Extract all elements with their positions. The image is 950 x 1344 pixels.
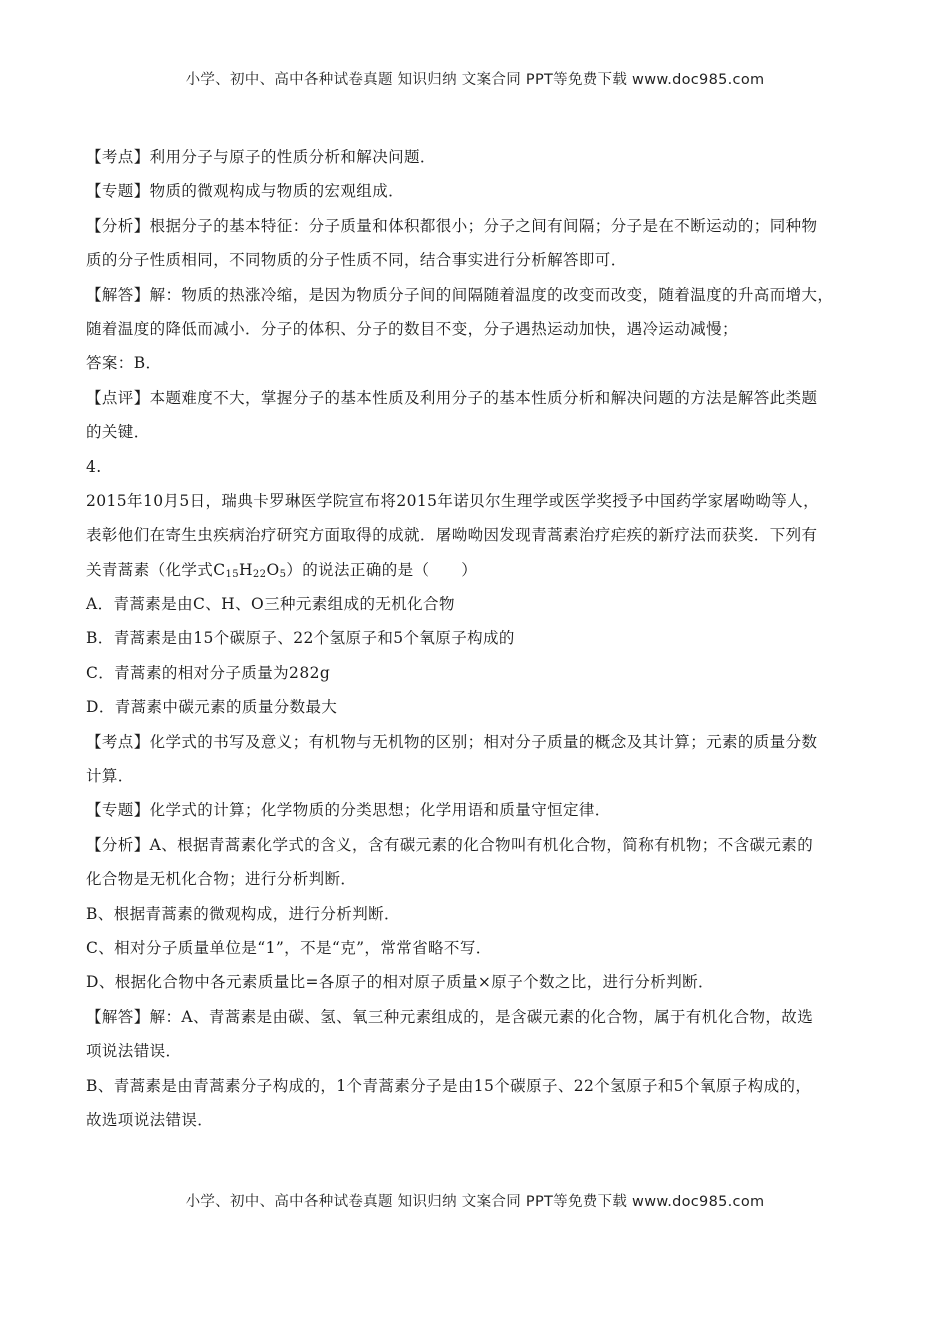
question-stem-line-2: 表彰他们在寄生虫疾病治疗研究方面取得的成就．屠呦呦因发现青蒿素治疗疟疾的新疗法而获奖．下列有: [86, 526, 818, 545]
prev-fenxi-line-1: 【分析】根据分子的基本特征：分子质量和体积都很小；分子之间有间隔；分子是在不断运动的；同种物: [86, 216, 818, 235]
fenxi-c: C、相对分子质量单位是“1”，不是“克”，常常省略不写．: [86, 938, 492, 957]
jieda-b-line-2: 故选项说法错误．: [86, 1110, 214, 1129]
fenxi-line-2: 化合物是无机化合物；进行分析判断．: [86, 870, 357, 889]
prev-fenxi-line-2: 质的分子性质相同，不同物质的分子性质不同，结合事实进行分析解答即可．: [86, 251, 627, 270]
stem-text-pre: 关青蒿素（化学式C: [86, 560, 226, 579]
kaodian-line-1: 【考点】化学式的书写及意义；有机物与无机物的区别；相对分子质量的概念及其计算；元素的质量分数: [86, 732, 818, 751]
prev-dianping-line-2: 的关键．: [86, 423, 150, 442]
question-number: 4.: [86, 457, 102, 476]
formula-sub-h: 22: [252, 568, 267, 580]
prev-jieda-line-2: 随着温度的降低而减小．分子的体积、分子的数目不变，分子遇热运动加快，遇冷运动减慢；: [86, 319, 738, 338]
fenxi-d: D、根据化合物中各元素质量比=各原子的相对原子质量×原子个数之比，进行分析判断．: [86, 973, 714, 992]
document-body: [86, 140, 866, 1137]
fenxi-line-1: 【分析】A、根据青蒿素化学式的含义，含有碳元素的化合物叫有机化合物，简称有机物；不含碳元素的: [86, 835, 814, 854]
question-stem-line-3: [86, 553, 866, 587]
page-footer: 小学、初中、高中各种试卷真题 知识归纳 文案合同 PPT等免费下载 www.doc985.com: [185, 1194, 765, 1210]
prev-zhuanti: 【专题】物质的微观构成与物质的宏观组成．: [86, 182, 405, 201]
formula-sub-o: 5: [279, 568, 287, 580]
jieda-line-1: 【解答】解：A、青蒿素是由碳、氢、氧三种元素组成的，是含碳元素的化合物，属于有机化合物，故选: [86, 1007, 814, 1026]
prev-kaodian: 【考点】利用分子与原子的性质分析和解决问题．: [86, 148, 436, 166]
question-stem-line-1: 2015年10月5日，瑞典卡罗琳医学院宣布将2015年诺贝尔生理学或医学奖授予中国药学家屠呦呦等人，: [86, 491, 819, 510]
fenxi-b: B、根据青蒿素的微观构成，进行分析判断．: [86, 904, 400, 923]
option-a: A．青蒿素是由C、H、O三种元素组成的无机化合物: [86, 595, 455, 614]
option-b: B．青蒿素是由15个碳原子、22个氢原子和5个氧原子构成的: [86, 629, 515, 648]
jieda-line-2: 项说法错误．: [86, 1042, 182, 1061]
prev-answer: 答案：B．: [86, 354, 162, 373]
option-d: D．青蒿素中碳元素的质量分数最大: [86, 698, 338, 717]
option-c: C．青蒿素的相对分子质量为282g: [86, 663, 331, 682]
prev-dianping-line-1: 【点评】本题难度不大，掌握分子的基本性质及利用分子的基本性质分析和解决问题的方法是解答此类题: [86, 388, 818, 407]
stem-text-post: ）的说法正确的是（ ）: [286, 560, 478, 579]
formula-o: O: [266, 560, 280, 579]
page-header: 小学、初中、高中各种试卷真题 知识归纳 文案合同 PPT等免费下载 www.doc985.com: [185, 72, 765, 88]
prev-jieda-line-1: 【解答】解：物质的热涨冷缩，是因为物质分子间的间隔随着温度的改变而改变，随着温度的升高而增大，: [86, 285, 834, 304]
zhuanti: 【专题】化学式的计算；化学物质的分类思想；化学用语和质量守恒定律．: [86, 801, 611, 820]
kaodian-line-2: 计算．: [86, 767, 134, 786]
jieda-b-line-1: B、青蒿素是由青蒿素分子构成的，1个青蒿素分子是由15个碳原子、22个氢原子和5个氧原子构成的，: [86, 1076, 812, 1095]
formula-h: H: [239, 560, 253, 579]
formula-sub-c: 15: [225, 568, 239, 580]
